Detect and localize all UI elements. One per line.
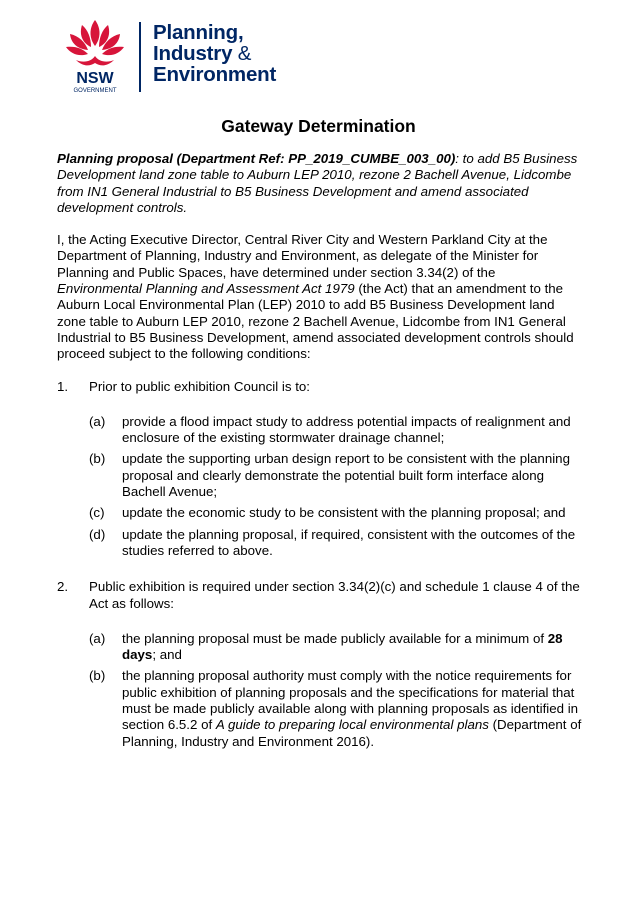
ampersand: &: [237, 42, 252, 65]
proposal-reference: Planning proposal (Department Ref: PP_2019_CUMBE_003_00): [57, 151, 456, 166]
list-item: (b) update the supporting urban design report to be consistent with the planning proposal and clearly demonstrate the potential built form interface along Bachell Avenue;: [89, 451, 570, 500]
department-line-2: Industry &: [153, 42, 252, 65]
list-item: (d) update the planning proposal, if required, consistent with the outcomes of the studies referred to above.: [89, 526, 576, 558]
list-item: (a) the planning proposal must be made publicly available for a minimum of 28 days; and: [89, 630, 563, 663]
condition-2: [57, 579, 582, 750]
exhibition-period: 28 days: [122, 630, 563, 663]
department-name: [153, 22, 276, 85]
logo-divider: [139, 22, 141, 92]
act-title: Environmental Planning and Assessment Act 1979: [57, 281, 355, 297]
determination-paragraph: I, the Acting Executive Director, Central River City and Western Parkland City at the Department of Planning, Industry and Environment, as delegate of the Minister for Planning and Public Spaces, have determined under section 3.34(2) of the Environmental Planning and Assessment Act 1979 (the Act) that an amendment to the Auburn Local Environmental Plan (LEP) 2010 to add B5 Business Development land zone table to Auburn LEP 2010, rezone 2 Bachell Avenue, Lidcombe from IN1 General Industrial to B5 Business Development, amend associated development controls should proceed subject to the following conditions:: [57, 232, 574, 362]
condition-1: [57, 379, 582, 560]
condition-number: 1.: [57, 378, 69, 394]
page-title: Gateway Determination: [221, 116, 416, 136]
condition-1-items: [89, 414, 582, 559]
department-line-1: Planning,: [153, 21, 244, 44]
guide-title: A guide to preparing local environmental plans: [215, 717, 489, 733]
department-line-3: Environment: [153, 63, 277, 86]
condition-2-items: [89, 631, 582, 750]
list-item: (b) the planning proposal authority must comply with the notice requirements for public exhibition of planning proposals and the specifications for material that must be made publicly available along with planning proposals as identified in section 6.5.2 of A guide to preparing local environmental plans (Department of Planning, Industry and Environment 2016).: [89, 668, 582, 749]
waratah-icon: [60, 16, 130, 96]
nsw-wordmark: NSW: [76, 70, 114, 87]
planning-proposal-summary: [57, 151, 582, 216]
list-item: (a) provide a flood impact study to address potential impacts of realignment and enclosure of the existing stormwater drainage channel;: [89, 413, 571, 446]
condition-number: 2.: [57, 579, 69, 595]
document-body: [57, 151, 582, 755]
list-item: (c) update the economic study to be consistent with the planning proposal; and: [89, 505, 566, 521]
condition-text: Public exhibition is required under section 3.34(2)(c) and schedule 1 clause 4 of the Act as follows:: [89, 579, 580, 611]
government-wordmark: GOVERNMENT: [73, 88, 117, 94]
condition-text: Prior to public exhibition Council is to:: [89, 378, 310, 394]
nsw-planning-logo: [60, 16, 300, 96]
proposal-description: : to add B5 Business Development land zone table to Auburn LEP 2010, rezone 2 Bachell Avenue, Lidcombe from IN1 General Industrial to B5 Business Development and amend associated development controls.: [57, 151, 578, 215]
